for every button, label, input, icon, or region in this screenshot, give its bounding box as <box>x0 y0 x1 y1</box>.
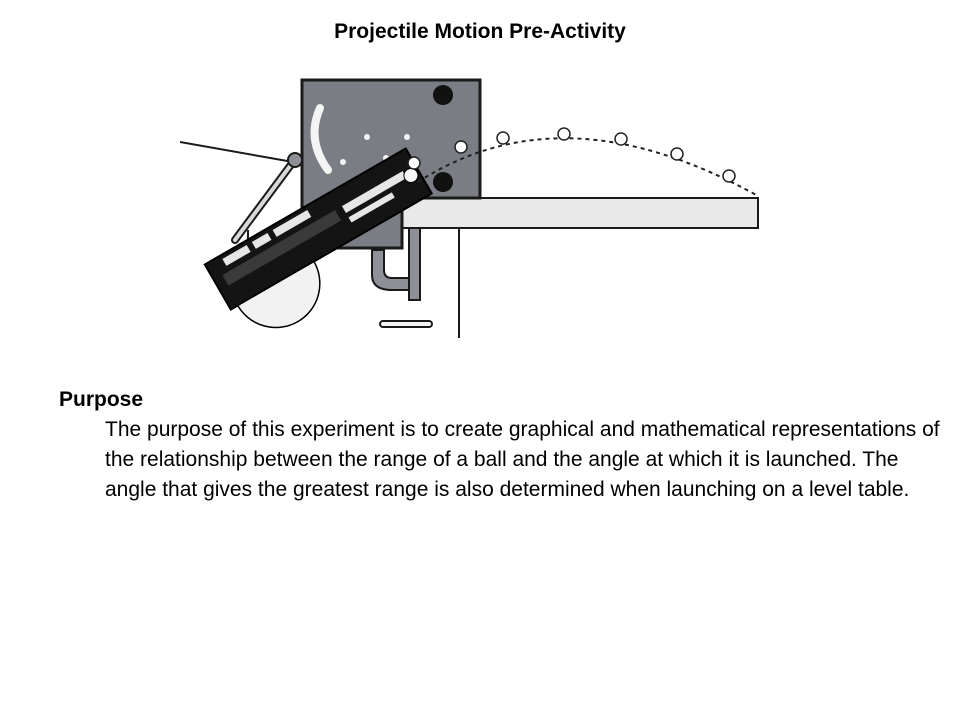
mount-knob-bottom <box>433 172 453 192</box>
trajectory-ball <box>723 170 735 182</box>
trajectory-ball <box>615 133 627 145</box>
mount-knob-top <box>433 85 453 105</box>
table-top <box>402 198 758 228</box>
trajectory-ball <box>455 141 467 153</box>
purpose-text: The purpose of this experiment is to create graphical and mathematical representations of the relationship between the range of a ball and the angle at which it is launched. The angle that gives the greatest range is also determined when launching on a level table. <box>105 418 940 501</box>
trajectory-ball <box>408 157 420 169</box>
table <box>402 198 758 338</box>
trajectory-ball <box>671 148 683 160</box>
trajectory-ball <box>558 128 570 140</box>
projectile-launcher-illustration <box>180 70 780 345</box>
pivot-knob <box>288 153 302 167</box>
slide-title: Projectile Motion Pre-Activity <box>334 20 626 43</box>
purpose-heading: Purpose <box>59 388 144 411</box>
trajectory-ball <box>497 132 509 144</box>
